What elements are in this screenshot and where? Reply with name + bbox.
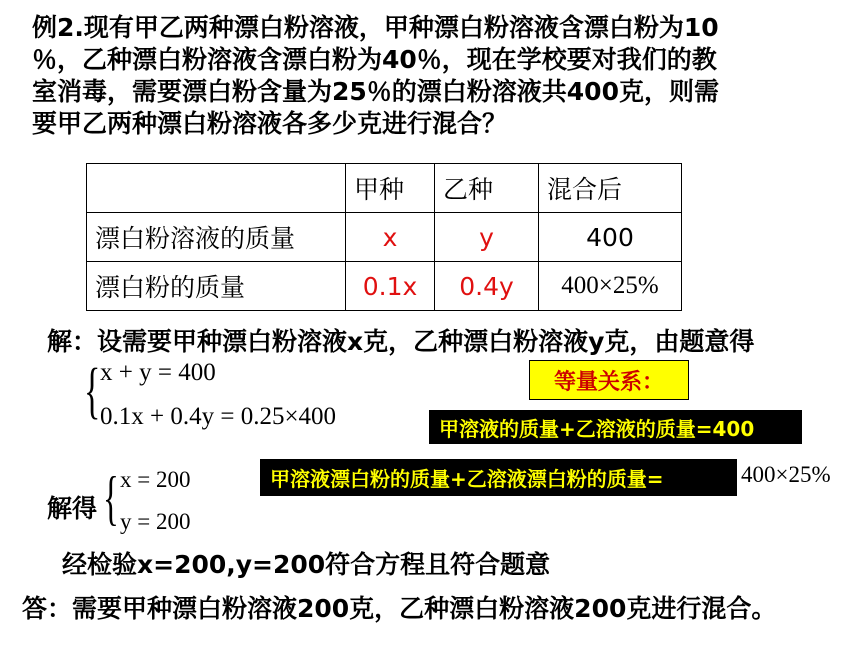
equation-brace: { — [84, 357, 101, 425]
relation-1-box: 甲溶液的质量+乙溶液的质量=400 — [429, 410, 802, 444]
equation-2: 0.1x + 0.4y = 0.25×400 — [100, 403, 337, 430]
cell-jia-solution: x — [346, 213, 435, 262]
table-row — [87, 262, 682, 311]
cell-mix-powder: 400×25% — [539, 262, 682, 311]
verification-line: 经检验x=200,y=200符合方程且符合题意 — [62, 550, 551, 579]
equation-1: x + y = 400 — [100, 359, 216, 386]
solution-y: y = 200 — [120, 509, 191, 534]
solution-setup: 解：设需要甲种漂白粉溶液x克，乙种漂白粉溶液y克，由题意得 — [47, 327, 755, 356]
row-label-powder-mass: 漂白粉的质量 — [87, 262, 346, 311]
problem-line: ％，乙种漂白粉溶液含漂白粉为40％，现在学校要对我们的教 — [32, 45, 717, 74]
answer-line: 答：需要甲种漂白粉溶液200克，乙种漂白粉溶液200克进行混合。 — [22, 594, 777, 623]
problem-line: 室消毒，需要漂白粉含量为25％的漂白粉溶液共400克，则需 — [32, 77, 719, 106]
mixing-table — [86, 163, 682, 311]
table-row — [87, 213, 682, 262]
relation-2-box: 甲溶液漂白粉的质量+乙溶液漂白粉的质量= — [260, 459, 737, 496]
header-jia: 甲种 — [346, 164, 435, 213]
solve-label: 解得 — [47, 494, 98, 523]
solution-x: x = 200 — [120, 467, 191, 492]
cell-yi-powder: 0.4y — [435, 262, 539, 311]
header-mix: 混合后 — [539, 164, 682, 213]
problem-line: 例2.现有甲乙两种漂白粉溶液，甲种漂白粉溶液含漂白粉为10 — [32, 13, 719, 42]
problem-statement — [32, 12, 822, 140]
cell-yi-solution: y — [435, 213, 539, 262]
problem-line: 要甲乙两种漂白粉溶液各多少克进行混合？ — [32, 109, 508, 138]
header-yi: 乙种 — [435, 164, 539, 213]
cell-mix-solution: 400 — [539, 213, 682, 262]
relation-title-box: 等量关系： — [529, 360, 689, 400]
table-header-row — [87, 164, 682, 213]
header-empty-cell — [87, 164, 346, 213]
solution-brace: { — [103, 465, 119, 531]
row-label-solution-mass: 漂白粉溶液的质量 — [87, 213, 346, 262]
relation-2-value: 400×25% — [741, 462, 831, 487]
cell-jia-powder: 0.1x — [346, 262, 435, 311]
